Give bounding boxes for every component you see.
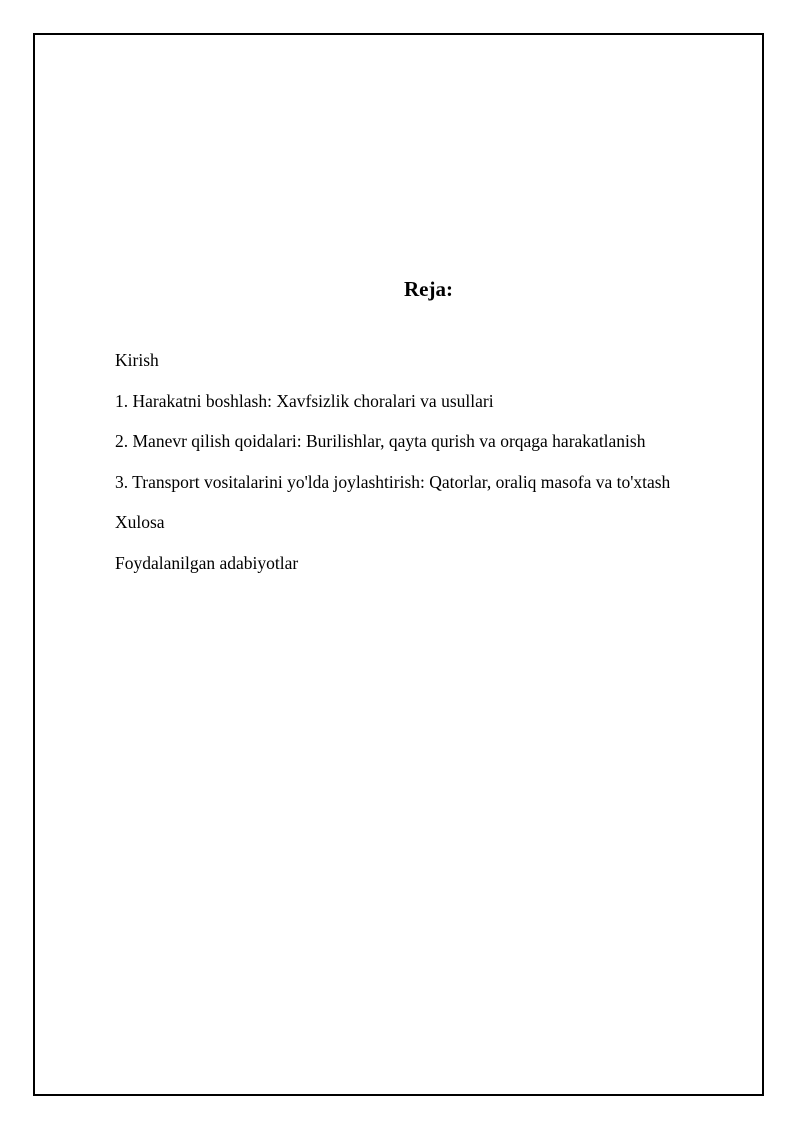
- plan-item-section-1: 1. Harakatni boshlash: Xavfsizlik choralari va usullari: [115, 390, 494, 411]
- plan-item-references: Foydalanilgan adabiyotlar: [115, 552, 299, 573]
- plan-item-introduction: Kirish: [115, 350, 159, 370]
- page-title: Reja:: [404, 277, 453, 301]
- page-border: [33, 33, 764, 1096]
- plan-list: [115, 350, 670, 593]
- plan-item-section-3: 3. Transport vositalarini yo'lda joylashtirish: Qatorlar, oraliq masofa va to'xtash: [115, 471, 671, 492]
- plan-item-conclusion: Xulosa: [115, 512, 165, 532]
- plan-item-section-2: 2. Manevr qilish qoidalari: Burilishlar, qayta qurish va orqaga harakatlanish: [115, 431, 646, 451]
